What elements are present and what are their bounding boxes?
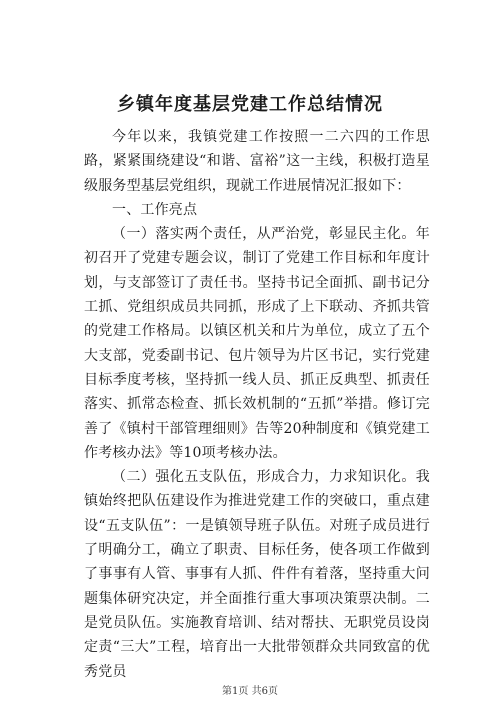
document-title: 乡镇年度基层党建工作总结情况 (117, 94, 383, 115)
section-heading-highlights: 一、工作亮点 (112, 201, 198, 218)
document-body (84, 125, 430, 684)
page-footer: 第1页 共6页 (222, 686, 278, 697)
paragraph-five-teams: （二）强化五支队伍，形成合力，力求知识化。我镇始终把队伍建设作为推进党建工作的突破口，重点建设“五支队伍”：一是镇领导班子队伍。对班子成员进行了明确分工，确立了职责、目标任务，使各项工作做到了事事有人管、事事有人抓、件件有着落，坚持重大问题集体研究决定，并全面推行重大事项决策票决制。二是党员队伍。实施教育培训、结对帮扶、无职党员设岗定责“三大”工程，培育出一大批带领群众共同致富的优秀党员 (84, 469, 430, 680)
paragraph-two-responsibilities: （一）落实两个责任，从严治党，彰显民主化。年初召开了党建专题会议，制订了党建工作目标和年度计划，与支部签订了责任书。坚持书记全面抓、副书记分工抓、党组织成员共同抓，形成了上下联动、齐抓共管的党建工作格局。以镇区机关和片为单位，成立了五个大支部，党委副书记、包片领导为片区书记，实行党建目标季度考核，坚持抓一线人员、抓正反典型、抓责任落实、抓常态检查、抓长效机制的“五抓”举措。修订完善了《镇村干部管理细则》告等20种制度和《镇党建工作考核办法》等10项考核办法。 (84, 226, 430, 461)
paragraph-intro: 今年以来，我镇党建工作按照一二六四的工作思路，紧紧围绕建设“和谐、富裕”这一主线，积极打造星级服务型基层党组织，现就工作进展情况汇报如下： (84, 129, 430, 194)
